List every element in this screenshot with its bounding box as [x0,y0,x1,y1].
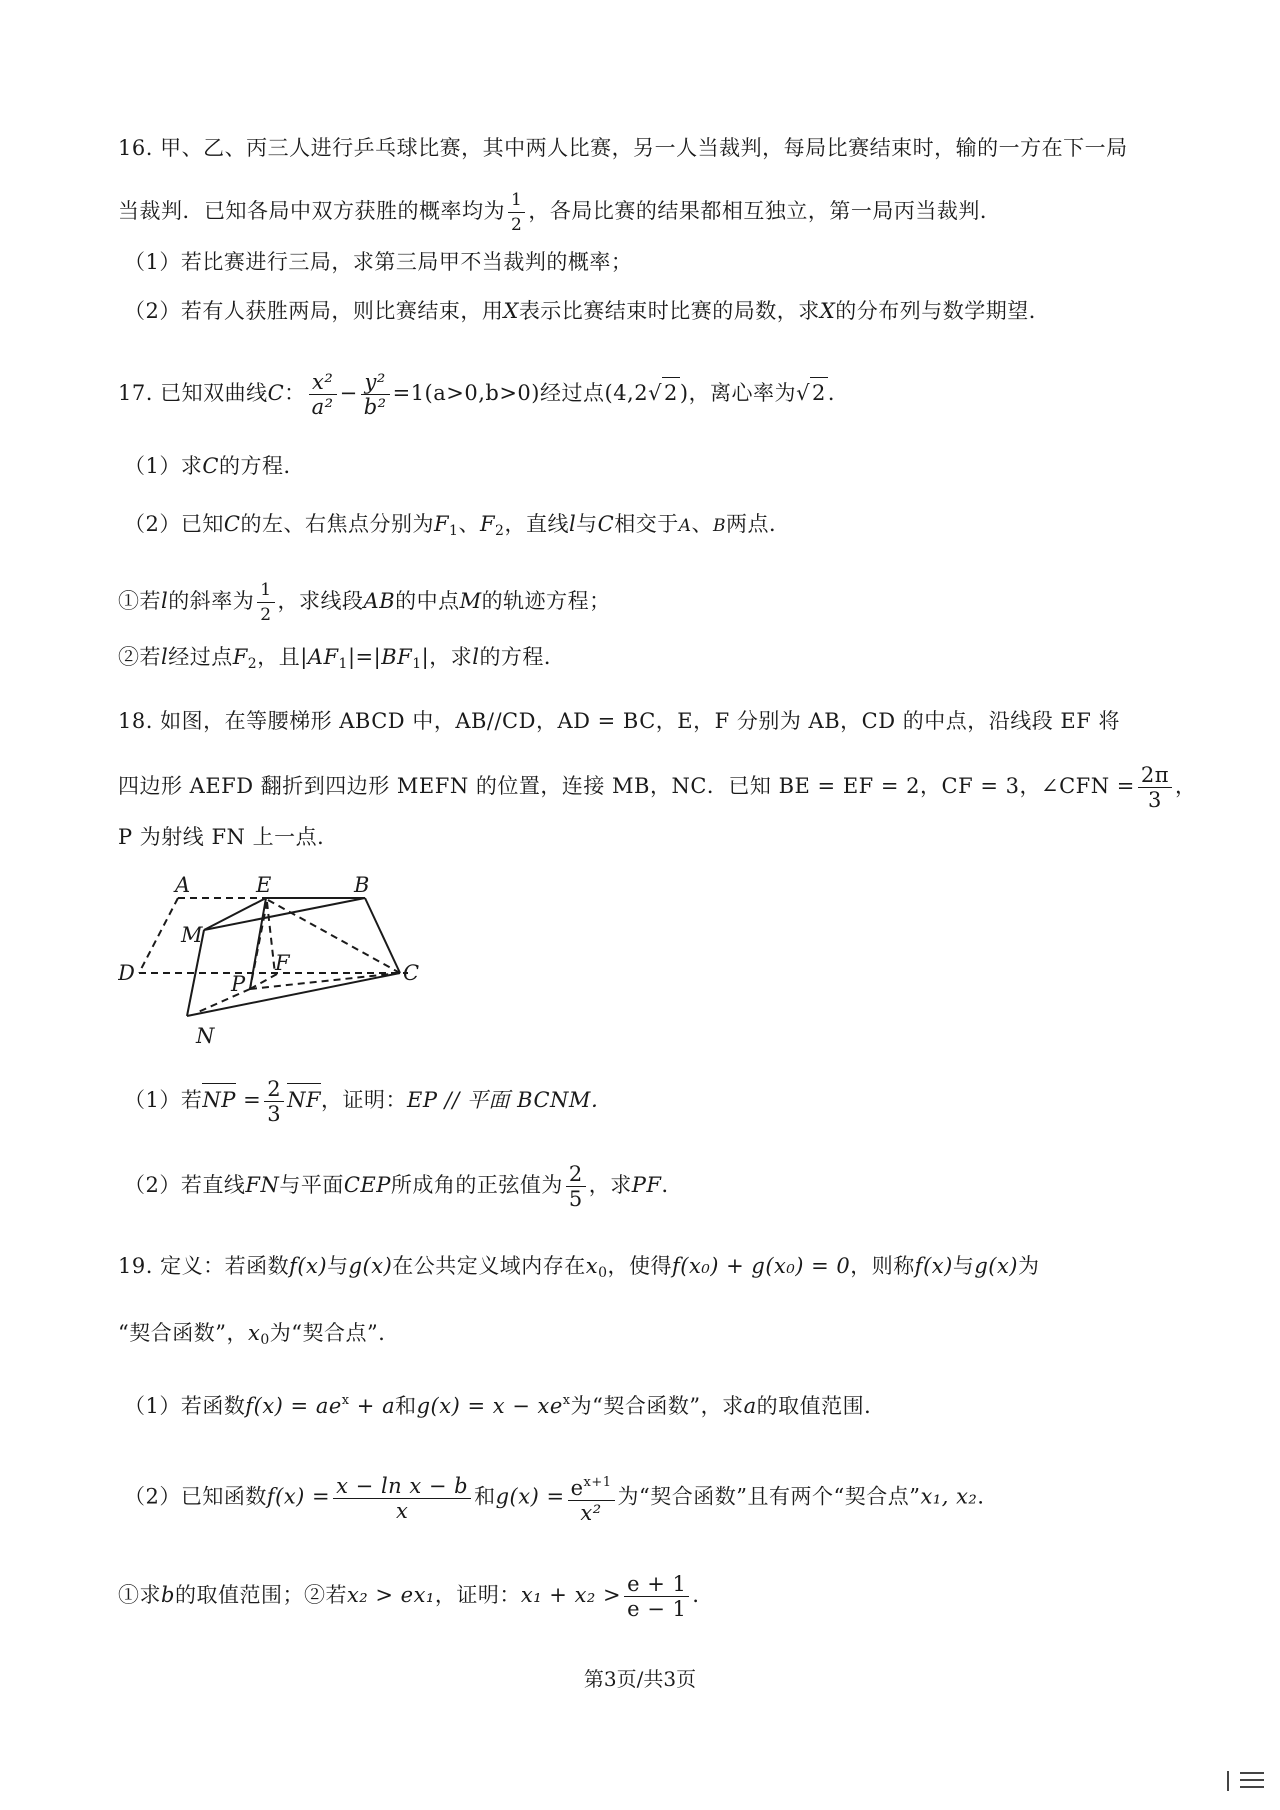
q18-line2: 四边形 AEFD 翻折到四边形 MEFN 的位置，连接 MB，NC．已知 BE = EF = 2，CF = 3，∠CFN = $\frac{2\pi}{3}$ ， [118,763,1197,812]
q19-subq: ①求b的取值范围；②若x₂ > ex₁，证明：x₁ + x₂ > $\frac{e + 1}{e - 1}$ ． [118,1572,714,1621]
q17-x-fraction: $\frac{\text{x²}}{\text{a²}}$ [309,370,337,419]
label-B: B [354,873,370,897]
figure-solid-lines [187,898,400,1016]
label-C: C [403,961,420,985]
label-D: D [118,961,135,985]
q17-part2: （2）已知C的左、右焦点分别为$F_1$、$F_2$，直线l与C相交于A、B两点． [124,512,791,539]
q16-part2: （2）若有人获胜两局，则比赛结束，用X表示比赛结束时比赛的局数，求X的分布列与数学期望． [124,299,1051,323]
q16-half-fraction: $\frac{1}{2}$ [508,188,525,237]
q17-y-fraction: $\frac{\text{y²}}{\text{b²}}$ [361,370,390,419]
label-P: P [231,972,246,996]
q17-line1: 17. 已知双曲线C： $\frac{\text{x²}}{\text{a²}}$ − $\frac{\text{y²}}{\text{b²}}$ =1(a>0,b>0)经过点(4,2√2)，离心率为√2． [118,370,850,419]
q19-part2: （2）已知函数f(x) = $\frac{\text{x − ln x − b}}{x}$ 和g(x) = $\frac{e^{x+1}}{\text{x²}}$ 为“契合函数”且有两个“契合点”x₁, x₂． [124,1471,999,1525]
q16-part1: （1）若比赛进行三局，求第三局甲不当裁判的概率； [124,250,633,274]
q17-subq2: ②若l经过点$F_2$，且$|AF_1|=|BF_1|$，求l的方程． [118,645,566,672]
q17-slope-fraction: $\frac{1}{2}$ [257,578,274,627]
q19-part1: （1）若函数$f(x) = ae^x + a$和$g(x) = x - xe^x$为“契合函数”，求a的取值范围． [124,1393,886,1418]
q16-line1 [118,133,1128,163]
q19-line1: 19. 定义：若函数f(x)与g(x)在公共定义域内存在$x_0$，使得f(x₀) + g(x₀) = 0，则称f(x)与g(x)为 [118,1254,1040,1281]
scroll-grip-icon[interactable] [1220,1765,1270,1795]
label-M: M [181,923,203,947]
q16-stem-text: 16. 甲、乙、丙三人进行乒乓球比赛，其中两人比赛，另一人当裁判，每局比赛结束时，输的一方在下一局 [118,136,1128,160]
q17-subq1: ①若l的斜率为 $\frac{1}{2}$ ，求线段AB的中点M的轨迹方程； [118,580,611,625]
q18-line1: 18. 如图，在等腰梯形 ABCD 中，AB//CD，AD = BC，E，F 分别为 AB，CD 的中点，沿线段 EF 将 [118,709,1120,733]
geometry-figure [118,870,438,1060]
q19-f-fraction: $\frac{\text{x − ln x − b}}{x}$ [333,1474,471,1523]
q18-line3: P 为射线 FN 上一点． [118,825,339,849]
q18-ratio-fraction: $\frac{2}{3}$ [264,1077,284,1126]
label-E: E [256,873,272,897]
label-N: N [196,1024,215,1048]
q18-sine-fraction: $\frac{2}{5}$ [566,1162,586,1211]
q18-part1: （1）若NP = $\frac{2}{3}$ NF，证明：EP // 平面 BCNM． [124,1077,613,1126]
q18-part2: （2）若直线FN与平面CEP所成角的正弦值为 $\frac{2}{5}$ ，求PF． [124,1162,683,1211]
q16-line2 [118,188,1001,237]
q19-result-fraction: $\frac{e + 1}{e - 1}$ [624,1572,689,1621]
q16-independence-text: ，各局比赛的结果都相互独立，第一局丙当裁判． [528,199,1002,223]
page-footer: 第3页/共3页 [583,1667,697,1691]
q17-part1: （1）求C的方程． [124,454,305,478]
q16-probability-text: 当裁判．已知各局中双方获胜的概率均为 [118,199,505,223]
label-A: A [175,873,191,897]
q18-angle-fraction: $\frac{2\pi}{3}$ [1138,763,1172,812]
label-F: F [275,951,290,975]
q19-line2: “契合函数”，$x_0$为“契合点”． [118,1321,400,1348]
q19-g-fraction: $\frac{e^{x+1}}{\text{x²}}$ [568,1471,615,1525]
